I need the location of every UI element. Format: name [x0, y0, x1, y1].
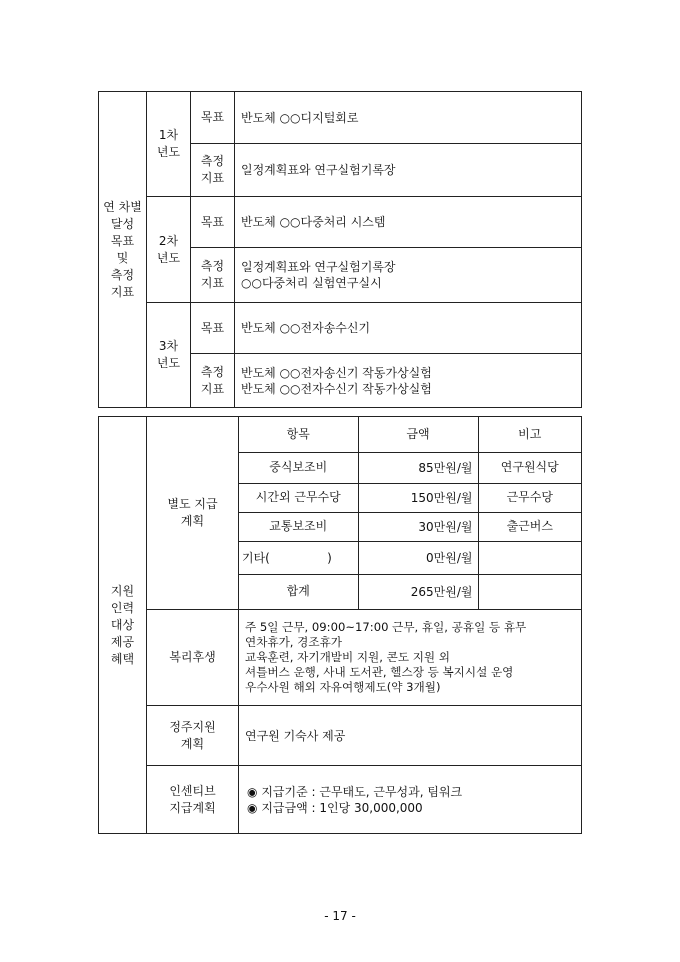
year-3-goal-label: 목표 [191, 303, 235, 354]
year-3-label: 3차 년도 [147, 303, 191, 408]
support-benefits-table [98, 416, 582, 834]
welfare-content [239, 610, 582, 706]
welfare-line: 교육훈련, 자기개발비 지원, 콘도 지원 외 [245, 650, 450, 664]
row-item: 기타( ) [239, 541, 358, 574]
annual-goals-section-label: 연 차별 달성 목표 및 측정 지표 [99, 92, 147, 408]
annual-goals-table [98, 91, 582, 408]
year-2-goal-value: 반도체 ○○다중처리 시스템 [235, 197, 582, 248]
table-row [239, 452, 581, 483]
row-amount: 30만원/월 [358, 512, 478, 541]
incentive-content [239, 766, 582, 834]
row-note [478, 541, 581, 574]
row-item: 중식보조비 [239, 452, 358, 483]
row-note: 근무수당 [478, 483, 581, 512]
incentive-text: 지급금액 : 1인당 30,000,000 [261, 800, 423, 815]
extra-pay-header-row [239, 417, 581, 452]
welfare-line: 연차휴가, 경조휴가 [245, 635, 342, 649]
welfare-line: 주 5일 근무, 09:00~17:00 근무, 휴일, 공휴일 등 휴무 [245, 620, 527, 634]
year-2-goal-label: 목표 [191, 197, 235, 248]
incentive-text: 지급기준 : 근무태도, 근무성과, 팀워크 [261, 784, 463, 799]
year-3-goal-value: 반도체 ○○전자송수신기 [235, 303, 582, 354]
extra-pay-label: 별도 지급 계획 [147, 417, 239, 610]
bullet-icon: ◉ [247, 784, 258, 799]
row-item: 합계 [239, 574, 358, 609]
year-2-label: 2차 년도 [147, 197, 191, 303]
bullet-icon: ◉ [247, 800, 258, 815]
row-amount: 265만원/월 [358, 574, 478, 609]
year-1-label: 1차 년도 [147, 92, 191, 197]
table-row [239, 512, 581, 541]
page-number: - 17 - [324, 909, 356, 923]
residence-label: 정주지원 계획 [147, 706, 239, 766]
year-1-metric-value: 일정계획표와 연구실험기록장 [235, 144, 582, 197]
support-section-label: 지원 인력 대상 제공 혜택 [99, 417, 147, 834]
table-row-total [239, 574, 581, 609]
residence-value: 연구원 기숙사 제공 [239, 706, 582, 766]
year-2-metric-value: 일정계획표와 연구실험기록장 ○○다중처리 실험연구실시 [235, 248, 582, 303]
table-row [239, 483, 581, 512]
year-1-goal-label: 목표 [191, 92, 235, 144]
table-row [239, 541, 581, 574]
welfare-label: 복리후생 [147, 610, 239, 706]
extra-pay-cell [239, 417, 582, 610]
row-item: 교통보조비 [239, 512, 358, 541]
year-2-metric-label: 측정 지표 [191, 248, 235, 303]
header-item: 항목 [239, 417, 358, 452]
row-amount: 150만원/월 [358, 483, 478, 512]
year-3-metric-value: 반도체 ○○전자송신기 작동가상실험 반도체 ○○전자수신기 작동가상실험 [235, 354, 582, 408]
row-item: 시간외 근무수당 [239, 483, 358, 512]
row-note: 출근버스 [478, 512, 581, 541]
year-3-metric-label: 측정 지표 [191, 354, 235, 408]
row-note: 연구원식당 [478, 452, 581, 483]
incentive-label: 인센티브 지급계획 [147, 766, 239, 834]
header-note: 비고 [478, 417, 581, 452]
welfare-line: 우수사원 해외 자유여행제도(약 3개월) [245, 680, 441, 694]
row-note [478, 574, 581, 609]
welfare-line: 셔틀버스 운행, 사내 도서관, 헬스장 등 복지시설 운영 [245, 665, 514, 679]
incentive-line [247, 784, 581, 800]
year-1-metric-label: 측정 지표 [191, 144, 235, 197]
row-amount: 85만원/월 [358, 452, 478, 483]
extra-pay-table [239, 417, 581, 609]
year-1-goal-value: 반도체 ○○디지털회로 [235, 92, 582, 144]
row-amount: 0만원/월 [358, 541, 478, 574]
incentive-line [247, 800, 581, 816]
header-amount: 금액 [358, 417, 478, 452]
